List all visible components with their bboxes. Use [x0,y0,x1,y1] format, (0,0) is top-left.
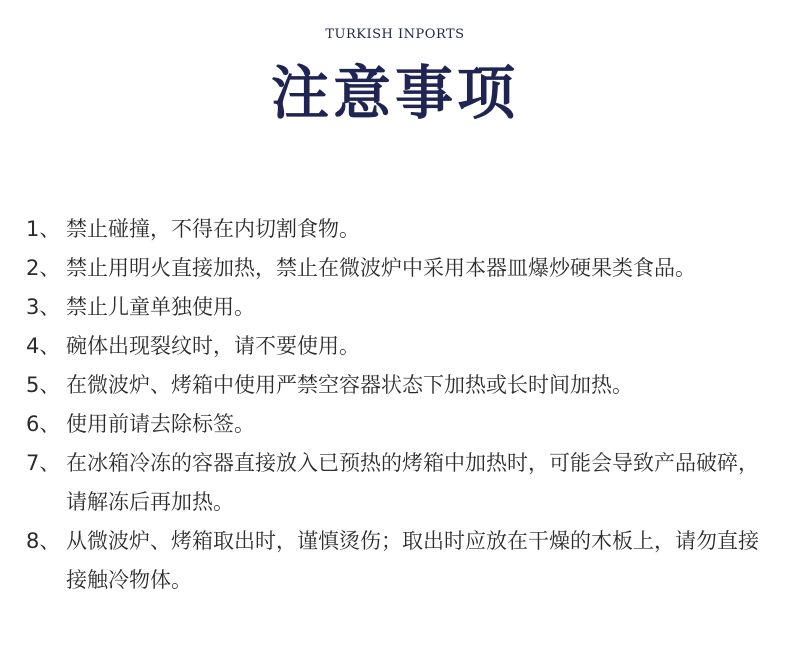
notes-list [26,210,776,600]
page-title: 注意事项 [270,59,519,127]
note-item [26,405,776,444]
note-item [26,288,776,327]
brand-name: TURKISH INPORTS [325,27,465,42]
note-text: 从微波炉、烤箱取出时，谨慎烫伤；取出时应放在干燥的木板上，请勿直接接触冷物体。 [66,529,759,592]
note-number: 7、 [26,451,61,475]
note-number: 2、 [26,256,61,280]
note-text: 使用前请去除标签。 [66,412,255,436]
note-item [26,522,776,600]
note-number: 1、 [26,217,61,241]
note-text: 在冰箱冷冻的容器直接放入已预热的烤箱中加热时，可能会导致产品破碎，请解冻后再加热。 [66,451,759,514]
note-number: 6、 [26,412,61,436]
note-text: 在微波炉、烤箱中使用严禁空容器状态下加热或长时间加热。 [66,373,633,397]
note-number: 5、 [26,373,61,397]
note-number: 8、 [26,529,61,553]
note-text: 禁止儿童单独使用。 [66,295,255,319]
note-number: 4、 [26,334,61,358]
note-item [26,210,776,249]
note-text: 碗体出现裂纹时，请不要使用。 [66,334,360,358]
note-text: 禁止用明火直接加热，禁止在微波炉中采用本器皿爆炒硬果类食品。 [66,256,696,280]
note-text: 禁止碰撞，不得在内切割食物。 [66,217,360,241]
note-item [26,444,776,522]
note-number: 3、 [26,295,61,319]
note-item [26,249,776,288]
note-item [26,327,776,366]
note-item [26,366,776,405]
